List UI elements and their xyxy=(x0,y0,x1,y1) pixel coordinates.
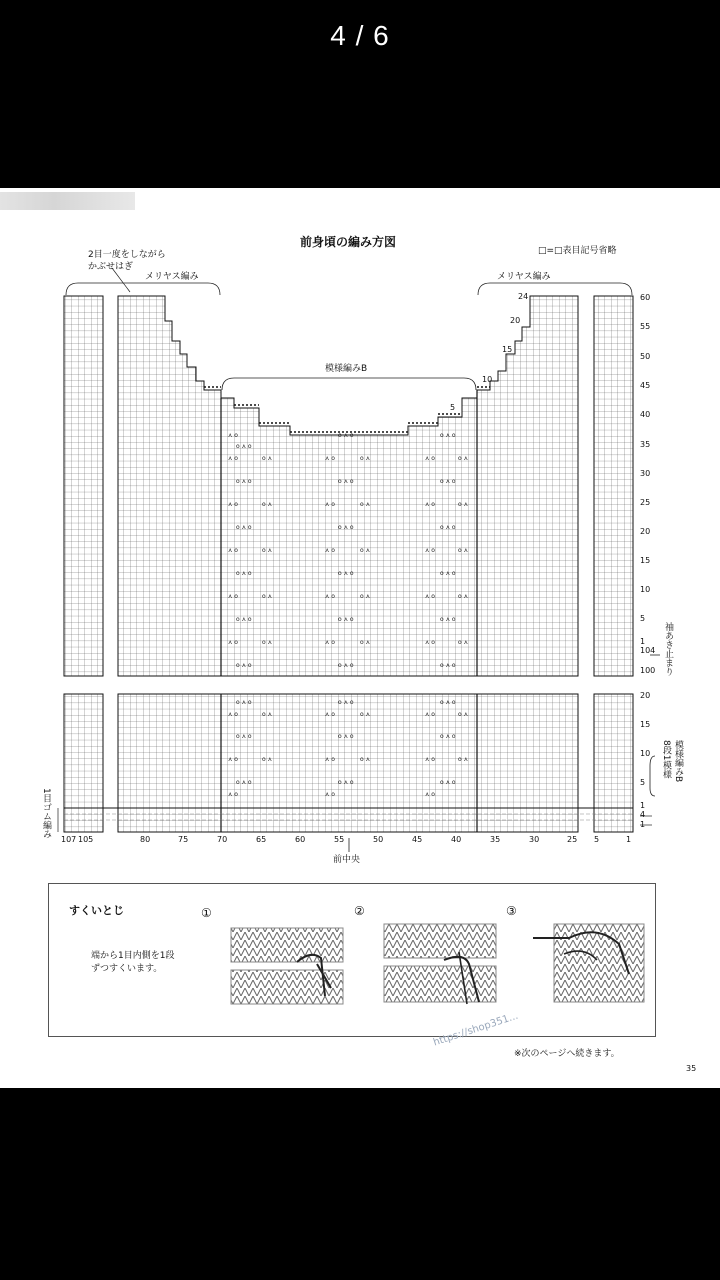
mattress-stitch-box xyxy=(48,883,656,1037)
row-label: 60 xyxy=(640,293,651,302)
stitch-label: 60 xyxy=(295,835,306,844)
step-number: ③ xyxy=(506,904,517,918)
mattress-stitch-illustrations xyxy=(49,884,655,1036)
row-label: 1 xyxy=(640,637,646,646)
svg-text:⋏ o: ⋏ o xyxy=(325,639,335,646)
stitch-label: 107 xyxy=(61,835,77,844)
svg-text:o ⋏: o ⋏ xyxy=(262,711,272,718)
svg-text:o ⋏ o: o ⋏ o xyxy=(440,570,456,577)
svg-text:o ⋏: o ⋏ xyxy=(458,501,468,508)
svg-text:o ⋏: o ⋏ xyxy=(262,547,272,554)
svg-text:o ⋏ o: o ⋏ o xyxy=(236,443,252,450)
svg-text:o ⋏: o ⋏ xyxy=(262,501,272,508)
svg-text:o ⋏ o: o ⋏ o xyxy=(338,432,354,439)
row-label: 4 xyxy=(640,810,646,819)
stitch-label: 5 xyxy=(594,835,600,844)
svg-text:o ⋏ o: o ⋏ o xyxy=(440,432,456,439)
stitch-label: 30 xyxy=(529,835,540,844)
row-label: 5 xyxy=(640,614,646,623)
svg-text:⋏ o: ⋏ o xyxy=(425,501,435,508)
svg-text:o ⋏ o: o ⋏ o xyxy=(236,779,252,786)
svg-text:⋏ o: ⋏ o xyxy=(325,547,335,554)
row-label: 10 xyxy=(640,749,651,758)
viewer-bottom-bar xyxy=(0,1088,720,1280)
svg-text:⋏ o: ⋏ o xyxy=(228,547,238,554)
svg-text:o ⋏: o ⋏ xyxy=(360,455,370,462)
legend-note: □=□表目記号省略 xyxy=(538,246,617,256)
stitch-label: 80 xyxy=(140,835,151,844)
svg-text:o ⋏ o: o ⋏ o xyxy=(338,570,354,577)
stitch-label: 65 xyxy=(256,835,267,844)
left-label-rib: 1目ゴム編み xyxy=(41,788,51,839)
row-label: 50 xyxy=(640,352,651,361)
row-label: 30 xyxy=(640,469,651,478)
row-label: 35 xyxy=(640,440,651,449)
step-number: ① xyxy=(201,906,212,920)
instructions-line-2: ずつすくいます。 xyxy=(91,964,163,974)
svg-text:o ⋏ o: o ⋏ o xyxy=(338,662,354,669)
instructions-line-1: 端から1目内側を1段 xyxy=(91,951,175,961)
svg-text:⋏ o: ⋏ o xyxy=(325,711,335,718)
svg-text:o ⋏ o: o ⋏ o xyxy=(236,616,252,623)
svg-text:o ⋏ o: o ⋏ o xyxy=(440,524,456,531)
svg-text:o ⋏ o: o ⋏ o xyxy=(440,699,456,706)
step-number: ② xyxy=(354,904,365,918)
row-label: 1 xyxy=(640,820,646,829)
step-2-illustration xyxy=(384,924,496,1004)
svg-text:o ⋏ o: o ⋏ o xyxy=(236,699,252,706)
svg-text:o ⋏: o ⋏ xyxy=(262,455,272,462)
side-label-pattern: 模様編みB xyxy=(673,740,683,783)
stitch-label: 1 xyxy=(626,835,632,844)
svg-text:o ⋏: o ⋏ xyxy=(360,756,370,763)
stitch-label: 25 xyxy=(567,835,578,844)
label-left-stockinette: メリヤス編み xyxy=(145,272,199,282)
svg-text:⋏ o: ⋏ o xyxy=(228,432,238,439)
svg-text:o ⋏ o: o ⋏ o xyxy=(338,524,354,531)
callout-line-2: かぶせはぎ xyxy=(88,262,134,272)
svg-text:⋏ o: ⋏ o xyxy=(325,501,335,508)
svg-text:o ⋏: o ⋏ xyxy=(360,711,370,718)
svg-text:o ⋏: o ⋏ xyxy=(458,547,468,554)
svg-text:⋏ o: ⋏ o xyxy=(228,501,238,508)
svg-text:o ⋏: o ⋏ xyxy=(458,711,468,718)
neck-number: 24 xyxy=(518,292,529,301)
svg-text:o ⋏: o ⋏ xyxy=(360,593,370,600)
svg-text:o ⋏: o ⋏ xyxy=(262,639,272,646)
svg-text:o ⋏ o: o ⋏ o xyxy=(236,662,252,669)
svg-text:o ⋏: o ⋏ xyxy=(360,547,370,554)
stitch-label: 50 xyxy=(373,835,384,844)
svg-text:⋏ o: ⋏ o xyxy=(325,593,335,600)
side-label-sleeve: 袖あき止まり xyxy=(663,622,673,676)
instructions-heading: すくいとじ xyxy=(69,904,124,917)
neck-number: 10 xyxy=(482,375,493,384)
svg-text:⋏ o: ⋏ o xyxy=(228,756,238,763)
svg-text:o ⋏: o ⋏ xyxy=(458,756,468,763)
svg-text:⋏ o: ⋏ o xyxy=(228,711,238,718)
svg-text:⋏ o: ⋏ o xyxy=(325,756,335,763)
svg-text:⋏ o: ⋏ o xyxy=(425,711,435,718)
svg-text:o ⋏ o: o ⋏ o xyxy=(236,524,252,531)
svg-text:o ⋏: o ⋏ xyxy=(360,639,370,646)
svg-text:o ⋏ o: o ⋏ o xyxy=(440,478,456,485)
svg-text:⋏ o: ⋏ o xyxy=(228,791,238,798)
stitch-label: 35 xyxy=(490,835,501,844)
step-1-illustration xyxy=(231,928,343,1004)
svg-text:o ⋏ o: o ⋏ o xyxy=(236,570,252,577)
page-counter: 4 / 6 xyxy=(330,20,390,51)
row-label: 104 xyxy=(640,646,656,655)
svg-text:o ⋏ o: o ⋏ o xyxy=(338,733,354,740)
svg-text:o ⋏: o ⋏ xyxy=(360,501,370,508)
svg-text:⋏ o: ⋏ o xyxy=(425,593,435,600)
svg-text:⋏ o: ⋏ o xyxy=(425,455,435,462)
svg-text:o ⋏ o: o ⋏ o xyxy=(338,779,354,786)
row-label: 20 xyxy=(640,527,651,536)
row-label: 10 xyxy=(640,585,651,594)
stitch-label: 70 xyxy=(217,835,228,844)
row-label: 100 xyxy=(640,666,656,675)
svg-text:⋏ o: ⋏ o xyxy=(325,791,335,798)
svg-text:o ⋏: o ⋏ xyxy=(262,756,272,763)
document-page xyxy=(0,188,720,1088)
svg-text:o ⋏ o: o ⋏ o xyxy=(236,733,252,740)
svg-text:⋏ o: ⋏ o xyxy=(325,455,335,462)
stitch-label: 40 xyxy=(451,835,462,844)
svg-text:o ⋏ o: o ⋏ o xyxy=(440,662,456,669)
stitch-label: 105 xyxy=(78,835,94,844)
row-label: 45 xyxy=(640,381,651,390)
neck-number: 20 xyxy=(510,316,521,325)
stitch-label: 55 xyxy=(334,835,345,844)
svg-text:o ⋏ o: o ⋏ o xyxy=(338,616,354,623)
row-label: 25 xyxy=(640,498,651,507)
row-label: 5 xyxy=(640,778,646,787)
svg-text:o ⋏ o: o ⋏ o xyxy=(338,699,354,706)
row-label: 15 xyxy=(640,720,651,729)
svg-text:o ⋏: o ⋏ xyxy=(262,593,272,600)
svg-text:o ⋏: o ⋏ xyxy=(458,455,468,462)
viewer-top-bar xyxy=(0,0,720,188)
svg-text:⋏ o: ⋏ o xyxy=(425,791,435,798)
label-pattern-b: 模様編みB xyxy=(325,364,368,374)
stitch-label: 45 xyxy=(412,835,423,844)
svg-text:o ⋏: o ⋏ xyxy=(458,639,468,646)
svg-text:⋏ o: ⋏ o xyxy=(228,593,238,600)
row-label: 1 xyxy=(640,801,646,810)
svg-text:⋏ o: ⋏ o xyxy=(425,756,435,763)
continue-note: ※次のページへ続きます。 xyxy=(514,1049,620,1059)
center-label: 前中央 xyxy=(333,855,361,865)
step-3-illustration xyxy=(533,924,644,1002)
watermark: https://shop351... xyxy=(432,1010,520,1049)
label-right-stockinette: メリヤス編み xyxy=(497,272,551,282)
svg-text:⋏ o: ⋏ o xyxy=(425,547,435,554)
row-label: 15 xyxy=(640,556,651,565)
row-label: 55 xyxy=(640,322,651,331)
svg-text:⋏ o: ⋏ o xyxy=(425,639,435,646)
chart-title: 前身頃の編み方図 xyxy=(300,235,397,249)
row-label: 20 xyxy=(640,691,651,700)
svg-text:⋏ o: ⋏ o xyxy=(228,639,238,646)
svg-text:o ⋏ o: o ⋏ o xyxy=(440,616,456,623)
row-label: 40 xyxy=(640,410,651,419)
neck-number: 15 xyxy=(502,345,513,354)
svg-text:o ⋏ o: o ⋏ o xyxy=(440,779,456,786)
svg-text:⋏ o: ⋏ o xyxy=(228,455,238,462)
page-number: 35 xyxy=(686,1064,697,1073)
svg-text:o ⋏: o ⋏ xyxy=(458,593,468,600)
svg-text:o ⋏ o: o ⋏ o xyxy=(338,478,354,485)
svg-text:o ⋏ o: o ⋏ o xyxy=(440,733,456,740)
callout-line-1: 2目一度をしながら xyxy=(88,250,166,260)
stitch-label: 75 xyxy=(178,835,189,844)
neck-number: 5 xyxy=(450,403,456,412)
svg-text:o ⋏ o: o ⋏ o xyxy=(236,478,252,485)
side-label-repeat: 8段1模様 xyxy=(661,740,671,779)
